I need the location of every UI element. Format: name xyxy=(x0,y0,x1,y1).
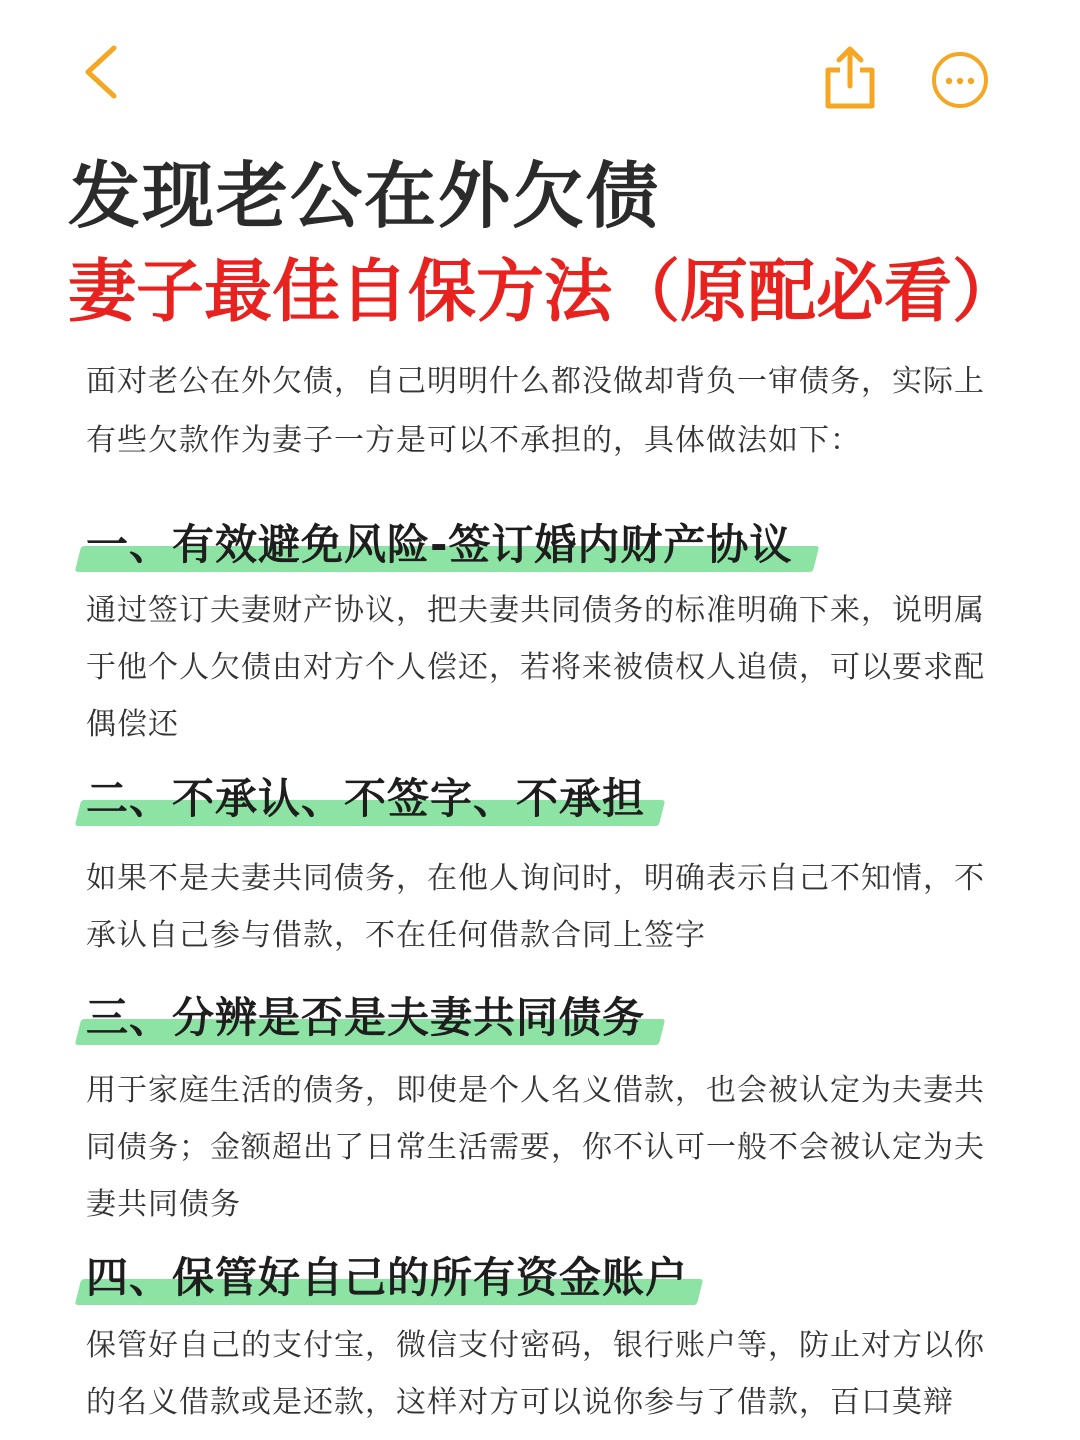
top-bar xyxy=(0,0,1080,140)
section-body-4: 保管好自己的支付宝，微信支付密码，银行账户等，防止对方以你的名义借款或是还款，这样对方可以说你参与了借款，百口莫辩 xyxy=(86,1328,985,1420)
chevron-left-icon[interactable] xyxy=(78,42,128,102)
more-icon[interactable] xyxy=(930,50,990,110)
section-heading-text: 二、不承认、不签字、不承担 xyxy=(86,774,646,823)
section-body-1: 通过签订夫妻财产协议，把夫妻共同债务的标准明确下来，说明属于他个人欠债由对方个人偿还，若将来被债权人追债，可以要求配偶偿还 xyxy=(86,593,985,742)
page-title-line1: 发现老公在外欠债 xyxy=(68,154,661,238)
section-heading-text: 一、有效避免风险-签订婚内财产协议 xyxy=(86,520,793,569)
section-heading-4 xyxy=(78,1245,688,1307)
section-heading-3 xyxy=(78,985,645,1047)
page-title-line2: 妻子最佳自保方法（原配必看） xyxy=(68,253,1021,332)
section-body-3: 用于家庭生活的债务，即使是个人名义借款，也会被认定为夫妻共同债务；金额超出了日常生活需要，你不认可一般不会被认定为夫妻共同债务 xyxy=(86,1073,985,1222)
intro-paragraph: 面对老公在外欠债，自己明明什么都没做却背负一审债务，实际上有些欠款作为妻子一方是可以不承担的，具体做法如下： xyxy=(86,364,985,458)
section-heading-text: 四、保管好自己的所有资金账户 xyxy=(86,1253,689,1302)
section-heading-1 xyxy=(78,512,792,574)
share-icon[interactable] xyxy=(822,44,878,110)
section-heading-text: 三、分辨是否是夫妻共同债务 xyxy=(86,993,646,1042)
section-body-2: 如果不是夫妻共同债务，在他人询问时，明确表示自己不知情，不承认自己参与借款，不在任何借款合同上签字 xyxy=(86,861,985,953)
section-heading-2 xyxy=(78,766,645,828)
